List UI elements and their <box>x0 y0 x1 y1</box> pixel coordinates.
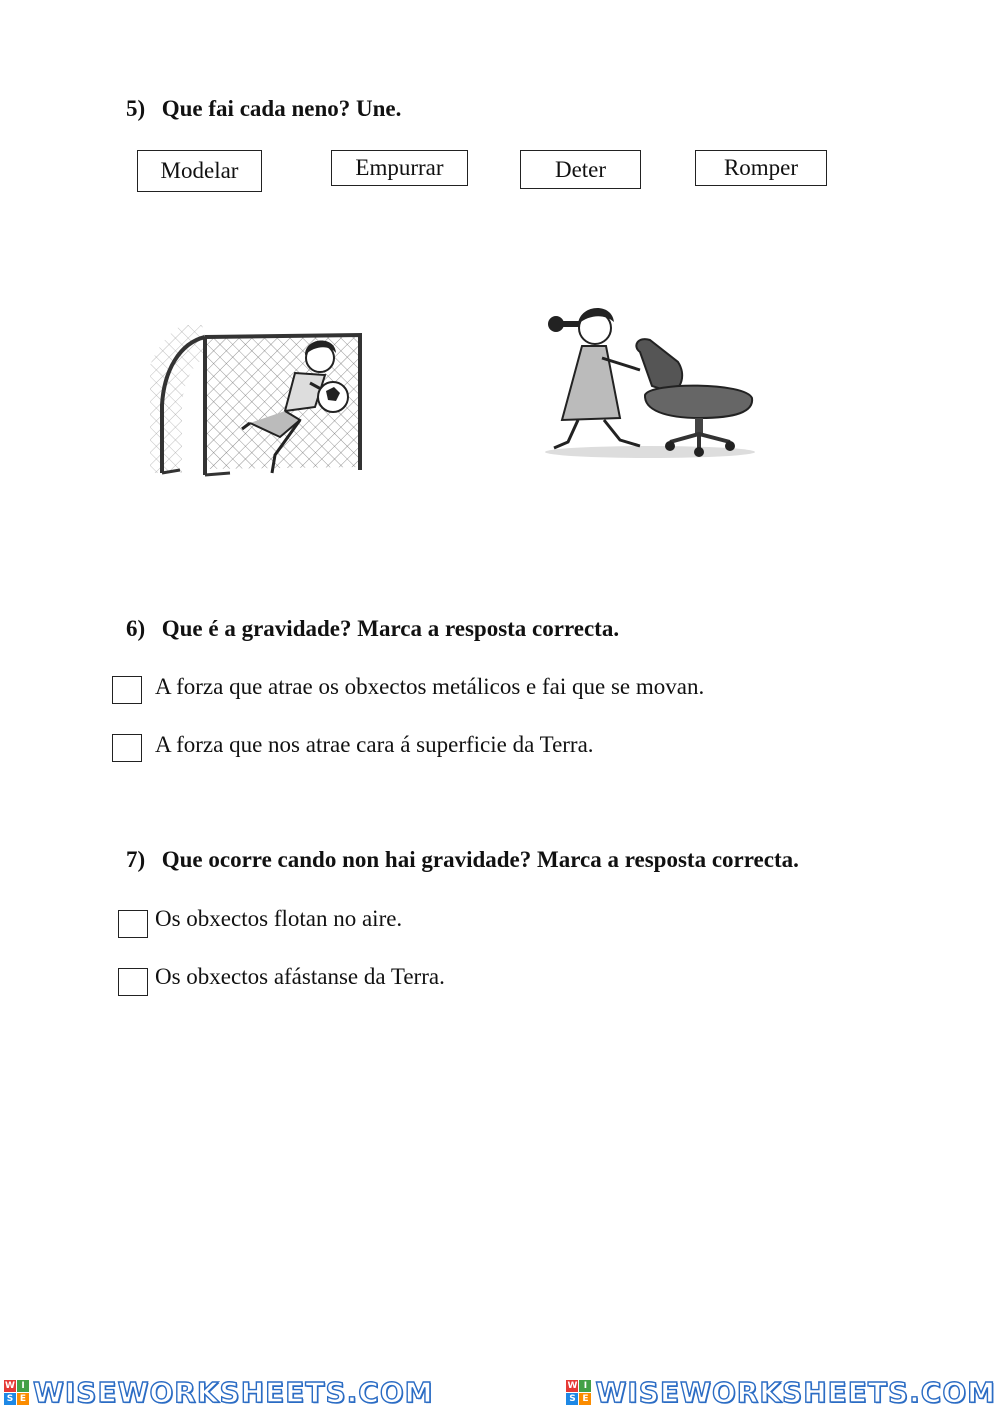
logo-letter-0: W <box>5 1381 15 1391</box>
question-7-text: Que ocorre cando non hai gravidade? Marca a resposta correcta. <box>161 847 799 872</box>
word-empurrar: Empurrar <box>355 155 444 180</box>
logo-letter-3: E <box>579 1393 591 1405</box>
logo-letter-0: W <box>567 1381 578 1391</box>
brand-right[interactable] <box>566 1376 996 1409</box>
girl-pushing-chair-illustration[interactable] <box>540 300 760 465</box>
question-7-number: 7) <box>126 847 146 872</box>
brand-text-right: WISEWORKSHEETS.COM <box>595 1376 996 1409</box>
logo-letter-2: S <box>566 1393 578 1405</box>
wise-logo-icon <box>4 1380 29 1405</box>
question-7-title <box>126 847 799 873</box>
question-6-option-2: A forza que nos atrae cara á superficie da Terra. <box>155 732 594 757</box>
question-6-title <box>126 616 619 642</box>
question-6-option-1-checkbox[interactable] <box>112 676 142 704</box>
logo-letter-1: I <box>17 1380 29 1392</box>
question-7-option-1: Os obxectos flotan no aire. <box>155 906 403 931</box>
question-6-text: Que é a gravidade? Marca a resposta correcta. <box>161 616 620 641</box>
question-5-number: 5) <box>126 96 146 121</box>
question-7-option-2: Os obxectos afástanse da Terra. <box>155 964 445 989</box>
question-7-option-2-checkbox[interactable] <box>118 968 148 996</box>
question-5-text: Que fai cada neno? Une. <box>161 96 402 121</box>
wise-logo-icon <box>566 1380 591 1405</box>
word-box-romper[interactable] <box>695 150 827 186</box>
brand-left[interactable] <box>4 1376 434 1409</box>
question-6-option-1: A forza que atrae os obxectos metálicos e fai que se movan. <box>155 674 705 699</box>
logo-letter-2: S <box>4 1393 16 1405</box>
word-romper: Romper <box>723 155 799 180</box>
word-box-modelar[interactable] <box>137 150 262 192</box>
logo-letter-1: I <box>579 1380 591 1392</box>
logo-letter-3: E <box>17 1393 29 1405</box>
footer-watermark <box>0 1372 1000 1413</box>
goalkeeper-illustration[interactable] <box>150 325 375 485</box>
word-box-deter[interactable] <box>520 150 641 189</box>
question-7-option-1-checkbox[interactable] <box>118 910 148 938</box>
question-5-title <box>126 96 401 122</box>
question-6-option-2-checkbox[interactable] <box>112 734 142 762</box>
word-deter: Deter <box>554 156 607 182</box>
brand-text-left: WISEWORKSHEETS.COM <box>33 1376 434 1409</box>
word-box-empurrar[interactable] <box>331 150 468 186</box>
question-6-number: 6) <box>126 616 146 641</box>
word-modelar: Modelar <box>160 158 239 183</box>
